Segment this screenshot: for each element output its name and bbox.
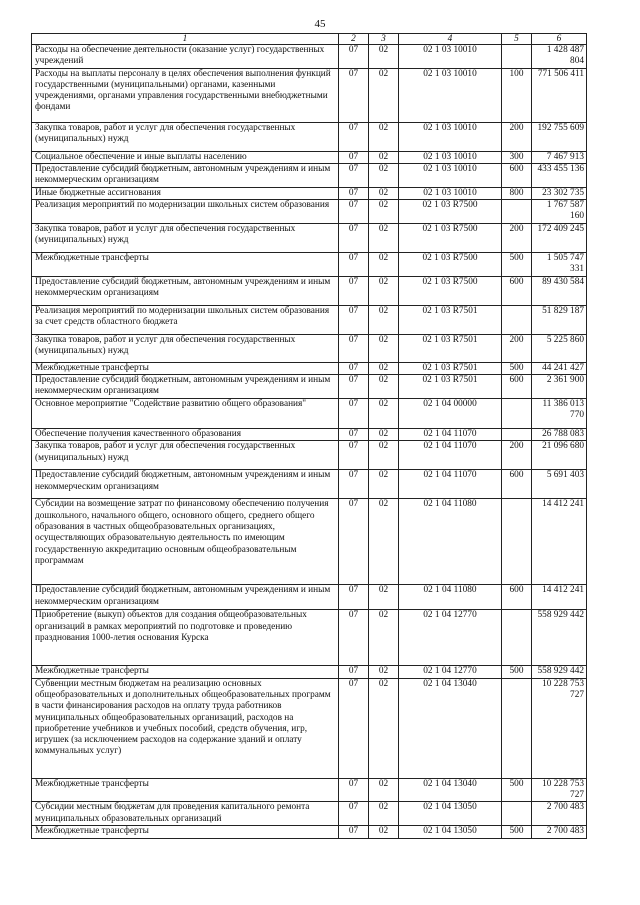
row-amount: 1 428 487 804 — [532, 45, 587, 69]
row-target-article: 02 1 04 13050 — [399, 826, 502, 838]
table-row — [32, 68, 587, 122]
row-subsection: 02 — [369, 163, 399, 187]
header-expense-type: 5 — [502, 34, 532, 45]
row-section: 07 — [339, 253, 369, 277]
header-subsection: 3 — [369, 34, 399, 45]
row-expense-type — [502, 429, 532, 441]
row-subsection: 02 — [369, 399, 399, 429]
row-target-article: 02 1 03 10010 — [399, 187, 502, 199]
table-row — [32, 187, 587, 199]
row-amount: 23 302 735 — [532, 187, 587, 199]
budget-table — [31, 33, 587, 839]
row-target-article: 02 1 03 10010 — [399, 163, 502, 187]
row-target-article: 02 1 04 13050 — [399, 802, 502, 826]
row-expense-type: 200 — [502, 334, 532, 362]
row-amount: 14 412 241 — [532, 585, 587, 610]
row-name: Предоставление субсидий бюджетным, автономным учреждениям и иным некоммерческим организациям — [32, 470, 339, 499]
row-expense-type: 500 — [502, 666, 532, 678]
row-section: 07 — [339, 666, 369, 678]
row-subsection: 02 — [369, 45, 399, 69]
row-expense-type: 100 — [502, 68, 532, 122]
row-target-article: 02 1 03 R7500 — [399, 276, 502, 305]
row-expense-type: 500 — [502, 253, 532, 277]
table-row — [32, 470, 587, 499]
row-expense-type — [502, 802, 532, 826]
row-section: 07 — [339, 200, 369, 224]
table-row — [32, 276, 587, 305]
row-section: 07 — [339, 45, 369, 69]
row-subsection: 02 — [369, 253, 399, 277]
row-name: Межбюджетные трансферты — [32, 253, 339, 277]
row-subsection: 02 — [369, 778, 399, 802]
row-name: Предоставление субсидий бюджетным, автономным учреждениям и иным некоммерческим организациям — [32, 375, 339, 399]
row-name: Предоставление субсидий бюджетным, автономным учреждениям и иным некоммерческим организациям — [32, 163, 339, 187]
row-name: Межбюджетные трансферты — [32, 666, 339, 678]
row-subsection: 02 — [369, 470, 399, 499]
row-amount: 5 225 860 — [532, 334, 587, 362]
row-target-article: 02 1 03 R7500 — [399, 200, 502, 224]
row-target-article: 02 1 04 11070 — [399, 441, 502, 470]
table-row — [32, 45, 587, 69]
row-expense-type — [502, 305, 532, 334]
row-target-article: 02 1 03 R7501 — [399, 305, 502, 334]
row-section: 07 — [339, 678, 369, 778]
row-section: 07 — [339, 778, 369, 802]
row-name: Субсидии на возмещение затрат по финансовому обеспечению получения дошкольного, начального общего, основного общего, среднего общего образования в частных общеобразовательных организациях, осуществляющих образовательную деятельность по имеющим государственную аккредитацию основным общеобразовательным программам — [32, 499, 339, 585]
row-name: Предоставление субсидий бюджетным, автономным учреждениям и иным некоммерческим организациям — [32, 276, 339, 305]
row-target-article: 02 1 03 R7501 — [399, 334, 502, 362]
row-subsection: 02 — [369, 802, 399, 826]
table-row — [32, 666, 587, 678]
table-row — [32, 802, 587, 826]
row-target-article: 02 1 03 R7500 — [399, 253, 502, 277]
row-target-article: 02 1 03 R7501 — [399, 362, 502, 374]
row-expense-type — [502, 678, 532, 778]
table-row — [32, 429, 587, 441]
row-name: Расходы на выплаты персоналу в целях обеспечения выполнения функций государственными (муниципальными) органами, казенными учреждениями, органами управления государственными внебюджетными фондами — [32, 68, 339, 122]
row-amount: 2 361 900 — [532, 375, 587, 399]
row-subsection: 02 — [369, 68, 399, 122]
row-name: Закупка товаров, работ и услуг для обеспечения государственных (муниципальных) нужд — [32, 441, 339, 470]
row-amount: 44 241 427 — [532, 362, 587, 374]
row-target-article: 02 1 03 10010 — [399, 68, 502, 122]
row-expense-type — [502, 399, 532, 429]
row-amount: 172 409 245 — [532, 224, 587, 253]
row-subsection: 02 — [369, 187, 399, 199]
row-amount: 1 767 587 160 — [532, 200, 587, 224]
row-section: 07 — [339, 499, 369, 585]
row-subsection: 02 — [369, 610, 399, 666]
row-target-article: 02 1 04 11070 — [399, 429, 502, 441]
row-name: Социальное обеспечение и иные выплаты населению — [32, 151, 339, 163]
row-section: 07 — [339, 163, 369, 187]
row-subsection: 02 — [369, 429, 399, 441]
row-name: Субвенции местным бюджетам на реализацию основных общеобразовательных и дополнительных общеобразовательных программ в части финансирования расходов на оплату труда работников муниципальных общеобразовательных организаций, расходов на приобретение учебников и учебных пособий, средств обучения, игр, игрушек (за исключением расходов на содержание зданий и оплату коммунальных услуг) — [32, 678, 339, 778]
row-amount: 11 386 013 770 — [532, 399, 587, 429]
table-row — [32, 778, 587, 802]
table-row — [32, 163, 587, 187]
header-target-article: 4 — [399, 34, 502, 45]
row-target-article: 02 1 04 13040 — [399, 678, 502, 778]
header-name: 1 — [32, 34, 339, 45]
table-row — [32, 253, 587, 277]
row-name: Межбюджетные трансферты — [32, 778, 339, 802]
row-subsection: 02 — [369, 151, 399, 163]
row-amount: 14 412 241 — [532, 499, 587, 585]
table-row — [32, 151, 587, 163]
row-expense-type: 600 — [502, 163, 532, 187]
row-section: 07 — [339, 399, 369, 429]
row-name: Субсидии местным бюджетам для проведения капитального ремонта муниципальных образовательных организаций — [32, 802, 339, 826]
row-expense-type: 200 — [502, 441, 532, 470]
row-expense-type: 200 — [502, 224, 532, 253]
row-expense-type: 300 — [502, 151, 532, 163]
page-number: 45 — [314, 18, 326, 30]
row-name: Закупка товаров, работ и услуг для обеспечения государственных (муниципальных) нужд — [32, 122, 339, 151]
row-section: 07 — [339, 122, 369, 151]
row-name: Приобретение (выкуп) объектов для создания общеобразовательных организаций в рамках мероприятий по подготовке и проведению празднования 1000-летия основания Курска — [32, 610, 339, 666]
row-amount: 10 228 753 727 — [532, 678, 587, 778]
row-expense-type: 500 — [502, 826, 532, 838]
row-subsection: 02 — [369, 276, 399, 305]
row-section: 07 — [339, 151, 369, 163]
row-name: Реализация мероприятий по модернизации школьных систем образования за счет средств областного бюджета — [32, 305, 339, 334]
row-name: Предоставление субсидий бюджетным, автономным учреждениям и иным некоммерческим организациям — [32, 585, 339, 610]
row-expense-type: 500 — [502, 362, 532, 374]
row-subsection: 02 — [369, 122, 399, 151]
row-amount: 2 700 483 — [532, 826, 587, 838]
row-subsection: 02 — [369, 499, 399, 585]
row-section: 07 — [339, 305, 369, 334]
row-expense-type: 500 — [502, 778, 532, 802]
row-target-article: 02 1 03 10010 — [399, 45, 502, 69]
row-amount: 26 788 083 — [532, 429, 587, 441]
row-expense-type — [502, 499, 532, 585]
row-target-article: 02 1 04 13040 — [399, 778, 502, 802]
row-expense-type: 800 — [502, 187, 532, 199]
row-target-article: 02 1 03 R7500 — [399, 224, 502, 253]
table-row — [32, 826, 587, 838]
row-name: Основное мероприятие "Содействие развитию общего образования" — [32, 399, 339, 429]
table-row — [32, 200, 587, 224]
table-row — [32, 224, 587, 253]
row-expense-type — [502, 45, 532, 69]
row-subsection: 02 — [369, 678, 399, 778]
table-row — [32, 375, 587, 399]
row-name: Межбюджетные трансферты — [32, 362, 339, 374]
row-target-article: 02 1 04 12770 — [399, 666, 502, 678]
row-amount: 192 755 609 — [532, 122, 587, 151]
row-subsection: 02 — [369, 666, 399, 678]
table-row — [32, 122, 587, 151]
table-row — [32, 362, 587, 374]
row-subsection: 02 — [369, 826, 399, 838]
row-target-article: 02 1 04 00000 — [399, 399, 502, 429]
table-row — [32, 305, 587, 334]
row-section: 07 — [339, 224, 369, 253]
header-section: 2 — [339, 34, 369, 45]
row-target-article: 02 1 03 10010 — [399, 122, 502, 151]
row-target-article: 02 1 04 11080 — [399, 499, 502, 585]
row-expense-type: 200 — [502, 122, 532, 151]
row-name: Закупка товаров, работ и услуг для обеспечения государственных (муниципальных) нужд — [32, 334, 339, 362]
row-name: Реализация мероприятий по модернизации школьных систем образования — [32, 200, 339, 224]
row-subsection: 02 — [369, 375, 399, 399]
row-subsection: 02 — [369, 362, 399, 374]
row-section: 07 — [339, 585, 369, 610]
row-subsection: 02 — [369, 334, 399, 362]
row-expense-type — [502, 610, 532, 666]
row-expense-type: 600 — [502, 470, 532, 499]
row-section: 07 — [339, 375, 369, 399]
row-name: Иные бюджетные ассигнования — [32, 187, 339, 199]
table-row — [32, 334, 587, 362]
row-target-article: 02 1 04 11070 — [399, 470, 502, 499]
row-name: Расходы на обеспечение деятельности (оказание услуг) государственных учреждений — [32, 45, 339, 69]
row-target-article: 02 1 03 R7501 — [399, 375, 502, 399]
table-row — [32, 610, 587, 666]
row-subsection: 02 — [369, 305, 399, 334]
row-section: 07 — [339, 802, 369, 826]
table-row — [32, 441, 587, 470]
row-expense-type: 600 — [502, 375, 532, 399]
row-section: 07 — [339, 334, 369, 362]
row-amount: 433 455 136 — [532, 163, 587, 187]
row-amount: 771 506 411 — [532, 68, 587, 122]
row-section: 07 — [339, 68, 369, 122]
row-subsection: 02 — [369, 585, 399, 610]
row-amount: 2 700 483 — [532, 802, 587, 826]
row-amount: 558 929 442 — [532, 666, 587, 678]
row-section: 07 — [339, 187, 369, 199]
row-section: 07 — [339, 441, 369, 470]
row-subsection: 02 — [369, 224, 399, 253]
row-target-article: 02 1 04 12770 — [399, 610, 502, 666]
row-amount: 558 929 442 — [532, 610, 587, 666]
row-expense-type: 600 — [502, 585, 532, 610]
row-amount: 1 505 747 331 — [532, 253, 587, 277]
row-target-article: 02 1 04 11080 — [399, 585, 502, 610]
row-subsection: 02 — [369, 200, 399, 224]
row-amount: 21 096 680 — [532, 441, 587, 470]
table-row — [32, 399, 587, 429]
table-row — [32, 585, 587, 610]
row-target-article: 02 1 03 10010 — [399, 151, 502, 163]
table-row — [32, 678, 587, 778]
row-expense-type: 600 — [502, 276, 532, 305]
row-section: 07 — [339, 276, 369, 305]
row-section: 07 — [339, 826, 369, 838]
row-name: Закупка товаров, работ и услуг для обеспечения государственных (муниципальных) нужд — [32, 224, 339, 253]
header-row — [32, 34, 587, 45]
row-section: 07 — [339, 362, 369, 374]
row-expense-type — [502, 200, 532, 224]
row-subsection: 02 — [369, 441, 399, 470]
table-row — [32, 499, 587, 585]
row-amount: 89 430 584 — [532, 276, 587, 305]
row-section: 07 — [339, 429, 369, 441]
row-section: 07 — [339, 470, 369, 499]
row-amount: 5 691 403 — [532, 470, 587, 499]
row-amount: 51 829 187 — [532, 305, 587, 334]
row-amount: 7 467 913 — [532, 151, 587, 163]
header-amount: 6 — [532, 34, 587, 45]
row-section: 07 — [339, 610, 369, 666]
row-amount: 10 228 753 727 — [532, 778, 587, 802]
row-name: Обеспечение получения качественного образования — [32, 429, 339, 441]
row-name: Межбюджетные трансферты — [32, 826, 339, 838]
